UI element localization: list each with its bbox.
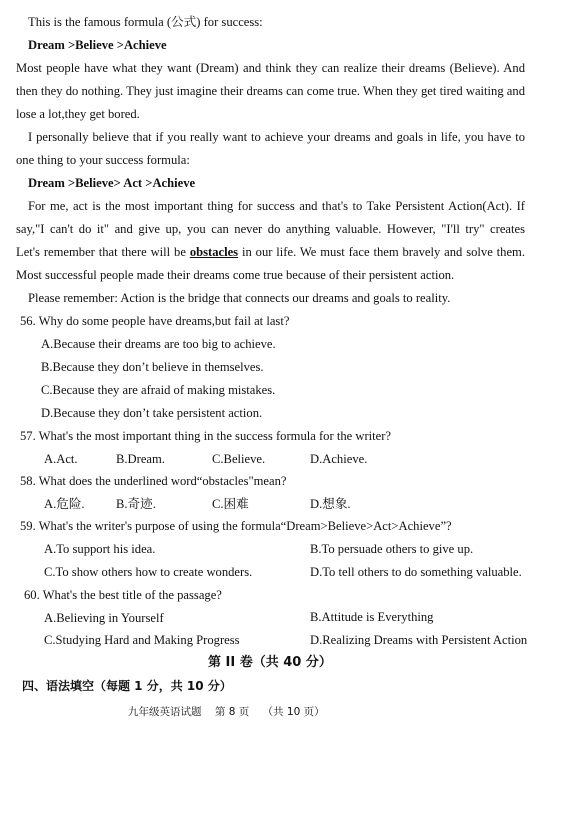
question-60-option-a: A.Believing in Yourself bbox=[44, 611, 164, 625]
paragraph-3-line-1: For me, act is the most important thing for success and that's to Take Persistent Action(Act). If bbox=[28, 199, 525, 213]
question-57-option-a: A.Act. bbox=[44, 452, 78, 466]
paragraph-2-line-2: one thing to your success formula: bbox=[16, 153, 190, 167]
question-56-stem: 56. Why do some people have dreams,but fail at last? bbox=[20, 314, 290, 328]
question-57-option-c: C.Believe. bbox=[212, 452, 266, 466]
question-58-option-c: C.困难 bbox=[212, 497, 249, 511]
question-60-option-d: D.Realizing Dreams with Persistent Action bbox=[310, 633, 528, 647]
part-four-heading: 四、语法填空（每题 1 分，共 10 分） bbox=[22, 679, 232, 693]
question-59-option-a: A.To support his idea. bbox=[44, 542, 156, 556]
text-before-obstacles: Let's remember that there will be bbox=[16, 245, 190, 259]
paragraph-1-line-3: lose a lot,they get bored. bbox=[16, 107, 140, 121]
passage-intro: This is the famous formula (公式) for success: bbox=[28, 15, 263, 29]
paragraph-2-line-1: I personally believe that if you really want to achieve your dreams and goals in life, you have to bbox=[28, 130, 525, 144]
question-60-option-c: C.Studying Hard and Making Progress bbox=[44, 633, 240, 647]
question-58-stem: 58. What does the underlined word“obstacles"mean? bbox=[20, 474, 287, 488]
question-57-option-d: D.Achieve. bbox=[310, 452, 368, 466]
paragraph-1-line-2: then they do nothing. They just imagine their dreams can come true. When they get tired waiting and bbox=[16, 84, 525, 98]
underlined-word-obstacles: obstacles bbox=[189, 245, 239, 259]
question-59-stem: 59. What's the writer's purpose of using the formula“Dream>Believe>Act>Achieve”? bbox=[20, 519, 452, 533]
question-56-option-b: B.Because they don’t believe in themselves. bbox=[41, 360, 264, 374]
question-59-option-c: C.To show others how to create wonders. bbox=[44, 565, 253, 579]
paragraph-3-line-2: say,"I can't do it" and give up, you can never do anything valuable. However, "I'll try" creates bbox=[16, 222, 525, 236]
paragraph-4: Please remember: Action is the bridge that connects our dreams and goals to reality. bbox=[28, 291, 451, 305]
question-57-stem: 57. What's the most important thing in the success formula for the writer? bbox=[20, 429, 392, 443]
formula-2: Dream >Believe> Act >Achieve bbox=[28, 176, 196, 190]
question-59-option-d: D.To tell others to do something valuable. bbox=[310, 565, 522, 579]
formula-1: Dream >Believe >Achieve bbox=[28, 38, 167, 52]
question-56-option-a: A.Because their dreams are too big to achieve. bbox=[41, 337, 276, 351]
page-footer: 九年级英语试题 第 8 页 （共 10 页） bbox=[128, 706, 325, 718]
paragraph-3-line-4: Most successful people made their dreams come true because of their persistent action. bbox=[16, 268, 455, 282]
question-58-option-a: A.危险. bbox=[44, 497, 85, 511]
paragraph-3-line-3 bbox=[16, 245, 525, 261]
question-56-option-d: D.Because they don’t take persistent action. bbox=[41, 406, 263, 420]
question-58-option-b: B.奇迹. bbox=[116, 497, 156, 511]
question-57-option-b: B.Dream. bbox=[116, 452, 165, 466]
section-title: 第 II 卷（共 40 分） bbox=[208, 655, 332, 670]
question-60-option-b: B.Attitude is Everything bbox=[310, 610, 434, 624]
question-56-option-c: C.Because they are afraid of making mistakes. bbox=[41, 383, 276, 397]
question-60-stem: 60. What's the best title of the passage? bbox=[24, 588, 222, 602]
question-58-option-d: D.想象. bbox=[310, 497, 351, 511]
question-59-option-b: B.To persuade others to give up. bbox=[310, 542, 474, 556]
text-after-obstacles: in our life. We must face them bravely and solve them. bbox=[238, 245, 525, 259]
paragraph-1-line-1: Most people have what they want (Dream) and think they can realize their dreams (Believe). And bbox=[16, 61, 525, 75]
